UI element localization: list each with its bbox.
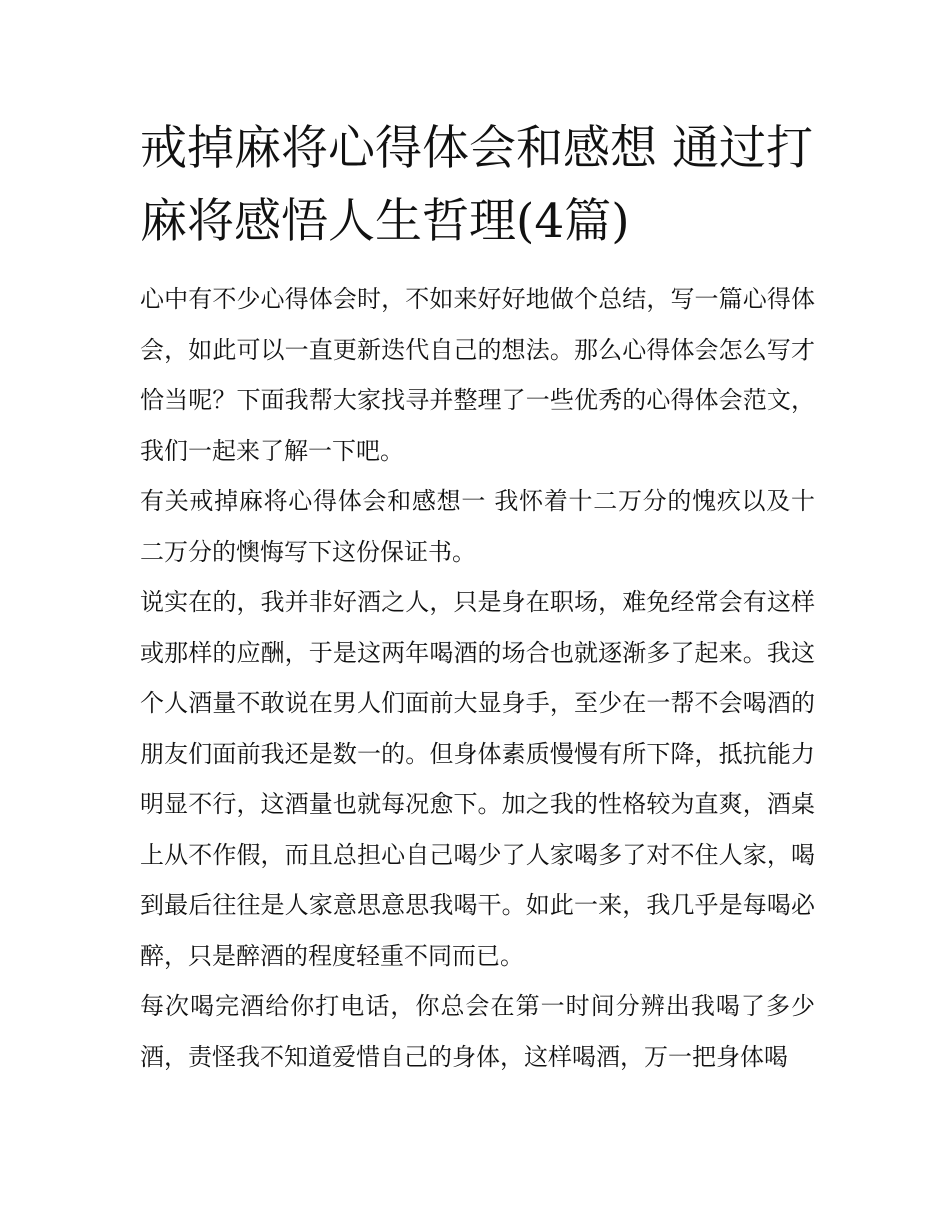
paragraph-phone-call: 每次喝完酒给你打电话，你总会在第一时间分辨出我喝了多少酒，责怪我不知道爱惜自己的身体，这样喝酒，万一把身体喝	[140, 992, 815, 1071]
paragraph-section-one-heading: 有关戒掉麻将心得体会和感想一 我怀着十二万分的愧疚以及十二万分的懊悔写下这份保证书。	[140, 487, 815, 566]
document-title: 戒掉麻将心得体会和感想 通过打麻将感悟人生哲理(4篇)	[140, 121, 813, 249]
document-body	[140, 112, 815, 1082]
paragraph-drinking-story: 说实在的，我并非好酒之人，只是身在职场，难免经常会有这样或那样的应酬，于是这两年喝酒的场合也就逐渐多了起来。我这个人酒量不敢说在男人们面前大显身手，至少在一帮不会喝酒的朋友们面前我还是数一的。但身体素质慢慢有所下降，抵抗能力明显不行，这酒量也就每况愈下。加之我的性格较为直爽，酒桌上从不作假，而且总担心自己喝少了人家喝多了对不住人家，喝到最后往往是人家意思意思我喝干。如此一来，我几乎是每喝必醉，只是醉酒的程度轻重不同而已。	[140, 588, 815, 970]
paragraph-intro: 心中有不少心得体会时，不如来好好地做个总结，写一篇心得体会，如此可以一直更新迭代自己的想法。那么心得体会怎么写才恰当呢？下面我帮大家找寻并整理了一些优秀的心得体会范文，我们一起来了解一下吧。	[140, 285, 815, 465]
